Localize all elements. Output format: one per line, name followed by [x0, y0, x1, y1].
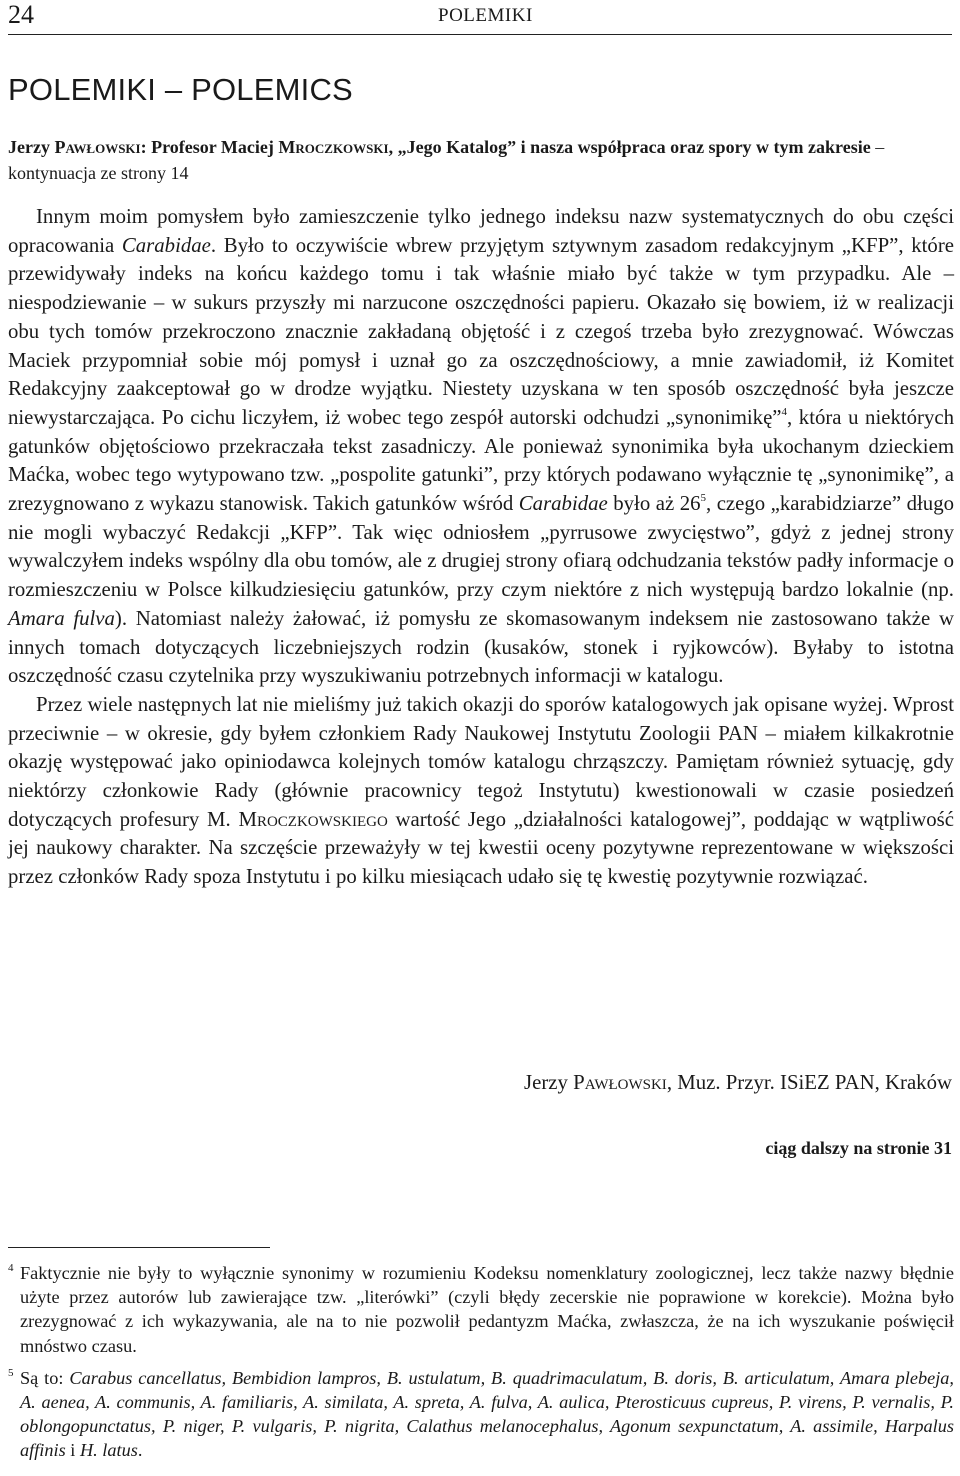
continued-note: ciąg dalszy na stronie 31 — [765, 1138, 952, 1158]
paragraph-2 — [8, 691, 954, 892]
continuation-note: – kontynuacja ze strony 14 — [8, 137, 885, 183]
footnote-rule — [8, 1247, 270, 1248]
author-signature — [524, 1069, 952, 1097]
paragraph-1-text-b: . Było to oczywiście wbrew przyjętym sztywnym zasadom redakcyjnym „KFP”, które przewidywały indeks na końcu każdego tomu i tak właśnie miało być także w tym przypadku. Ale – niespodziewanie – w sukurs przyszły mi narzucone oszczędności papieru. Okazało się bowiem, iż w realizacji obu tych tomów przekroczono znacznie zakładaną objętość i z czegoś trzeba było zrezygnować. Wówczas Maciek przypomniał sobie mój pomysł i uznał go za oszczędnościowy, a mnie zawiadomił, iż Komitet Redakcyjny zaakceptował go w drodze wyjątku. Niestety uzyskana w ten sposób oszczędność była jeszcze niewystarczająca. Po cichu liczyłem, iż wobec tego zespół autorski odchudzi „synonimikę” — [8, 233, 954, 429]
taxon-name: Amara fulva — [8, 606, 115, 630]
article-ref-separator: : Profesor Maciej — [140, 137, 279, 157]
footnote-ref-5: 5 — [700, 492, 706, 505]
author-last-name: Pawłowski — [54, 137, 141, 157]
footnote-end: . — [137, 1440, 143, 1461]
footnote-mark: 4 — [8, 1262, 14, 1274]
running-head: POLEMIKI — [438, 5, 533, 26]
subject-last-name: Mroczkowski — [278, 137, 389, 157]
article-title-rest: , „Jego Katalog” i nasza współpraca oraz spory w tym zakresie — [388, 137, 871, 157]
section-title: POLEMIKI – POLEMICS — [8, 72, 353, 107]
taxon-name: Carabidae — [121, 233, 211, 257]
page-header — [8, 0, 952, 36]
paragraph-1 — [8, 203, 954, 691]
footnote-lead: Są to: — [20, 1367, 70, 1388]
signature-affiliation: , Muz. Przyr. ISiEZ PAN, Kraków — [666, 1071, 952, 1094]
author-first-name: Jerzy — [8, 137, 55, 157]
species-name: H. latus — [79, 1440, 138, 1461]
paragraph-1-text-f: ). Natomiast należy żałować, iż pomysłu ze skomasowanym indeksem nie zastosowano także w innych tomach dotyczących liczebniejszych rodzin (kusaków, stonek i ryjkowców). Byłaby to istotna oszczędność czasu czytelnika przy wyszukiwaniu potrzebnych informacji w katalogu. — [8, 606, 954, 688]
footnote-ref-4: 4 — [781, 405, 788, 418]
footnote-mark: 5 — [8, 1366, 14, 1379]
paragraph-2-text-b: wartość Jego „działalności katalogowej”, poddając w wątpliwość jej naukowy charakter. Na szczęście przeważyły w tej kwestii oceny pozytywne reprezentowane w większości przez członków Rady spoza Instytutu i po kilku miesiącach udało się tę kwestię pozytywnie rozwiązać. — [8, 807, 954, 889]
paragraph-2-text-a: Przez wiele następnych lat nie mieliśmy już takich okazji do sporów katalogowych jak opisane wyżej. Wprost przeciwnie – w okresie, gdy byłem członkiem Rady Naukowej Instytutu Zoologii PAN – miałem kilkakrotnie okazję występować jako opiniodawca kolejnych tomów katalogu chrząszczy. Pamiętam również sytuację, gdy niektórzy członkowie Rady (głównie pracownicy tegoż Instytutu) kwestionowali w czasie posiedzeń dotyczących profesury M. — [8, 692, 954, 831]
article-body — [8, 203, 954, 892]
species-list: Carabus cancellatus, Bembidion lampros, B. ustulatum, B. quadrimaculatum, B. doris, B. articulatum, Amara plebeja, A. aenea, A. communis, A. familiaris, A. similata, A. spreta, A. fulva, A. aulica, Pterosticuus cupreus, P. virens, P. vernalis, P. oblongopunctatus, P. niger, P. vulgaris, P. nigrita, Calathus melanocephalus, Agonum sexpunctatum, A. assimile, Harpalus affinis — [20, 1367, 954, 1461]
page-number: 24 — [8, 0, 34, 29]
footnote-conjunction: i — [65, 1440, 80, 1461]
footnote-5 — [8, 1366, 954, 1463]
article-ref-bold — [8, 137, 871, 157]
paragraph-1-text-e: , czego „karabidziarze” długo nie mogli wybaczyć Redakcji „KFP”. Tak więc odniosłem „pyrrusowe zwycięstwo”, gdyż z jednej strony wywalczyłem indeks wspólny dla obu tomów, ale z drugiej strony ofiarą odchudzania tekstów padły informacje o rozmieszczeniu w Polsce kilkudziesięciu gatunków, przy czym niektóre z nich występują bardzo lokalnie (np. — [8, 492, 954, 602]
taxon-name: Carabidae — [518, 492, 608, 516]
paragraph-1-text-c: , która u niektórych gatunków objętościowo przekraczała tekst zasadniczy. Ale ponieważ synonimika była ukochanym dzieckiem Maćka, wobec tego wytypowano tzw. „pospolite gatunki”, przy których podawano wyłącznie tę „synonimikę”, a zrezygnowano z wykazu stanowisk. Takich gatunków wśród — [8, 405, 954, 516]
article-reference — [8, 134, 952, 186]
header-rule — [8, 34, 952, 35]
footnote-4 — [8, 1261, 954, 1358]
person-name: Mroczkowskiego — [238, 807, 388, 831]
footnote-text: Faktycznie nie były to wyłącznie synonimy w rozumieniu Kodeksu nomenklatury zoologicznej, lecz także nazwy błędnie użyte przez autorów lub zawierające tzw. „literówki” (czyli błędy zecerskie nie poprawione w korekcie). Można było zrezygnować z ich wykazywania, ale na to nie pozwolił pedantyzm Maćka, zwłaszcza, że na ich wyszukanie poświęcił mnóstwo czasu. — [20, 1263, 954, 1356]
paragraph-1-text-a: Innym moim pomysłem było zamieszczenie tylko jednego indeksu nazw systematycznych do obu części opracowania — [8, 205, 954, 257]
footnotes — [8, 1261, 954, 1471]
paragraph-1-text-d: było aż 26 — [607, 492, 701, 516]
signature-first-name: Jerzy — [524, 1071, 574, 1094]
signature-last-name: Pawłowski — [573, 1071, 667, 1094]
